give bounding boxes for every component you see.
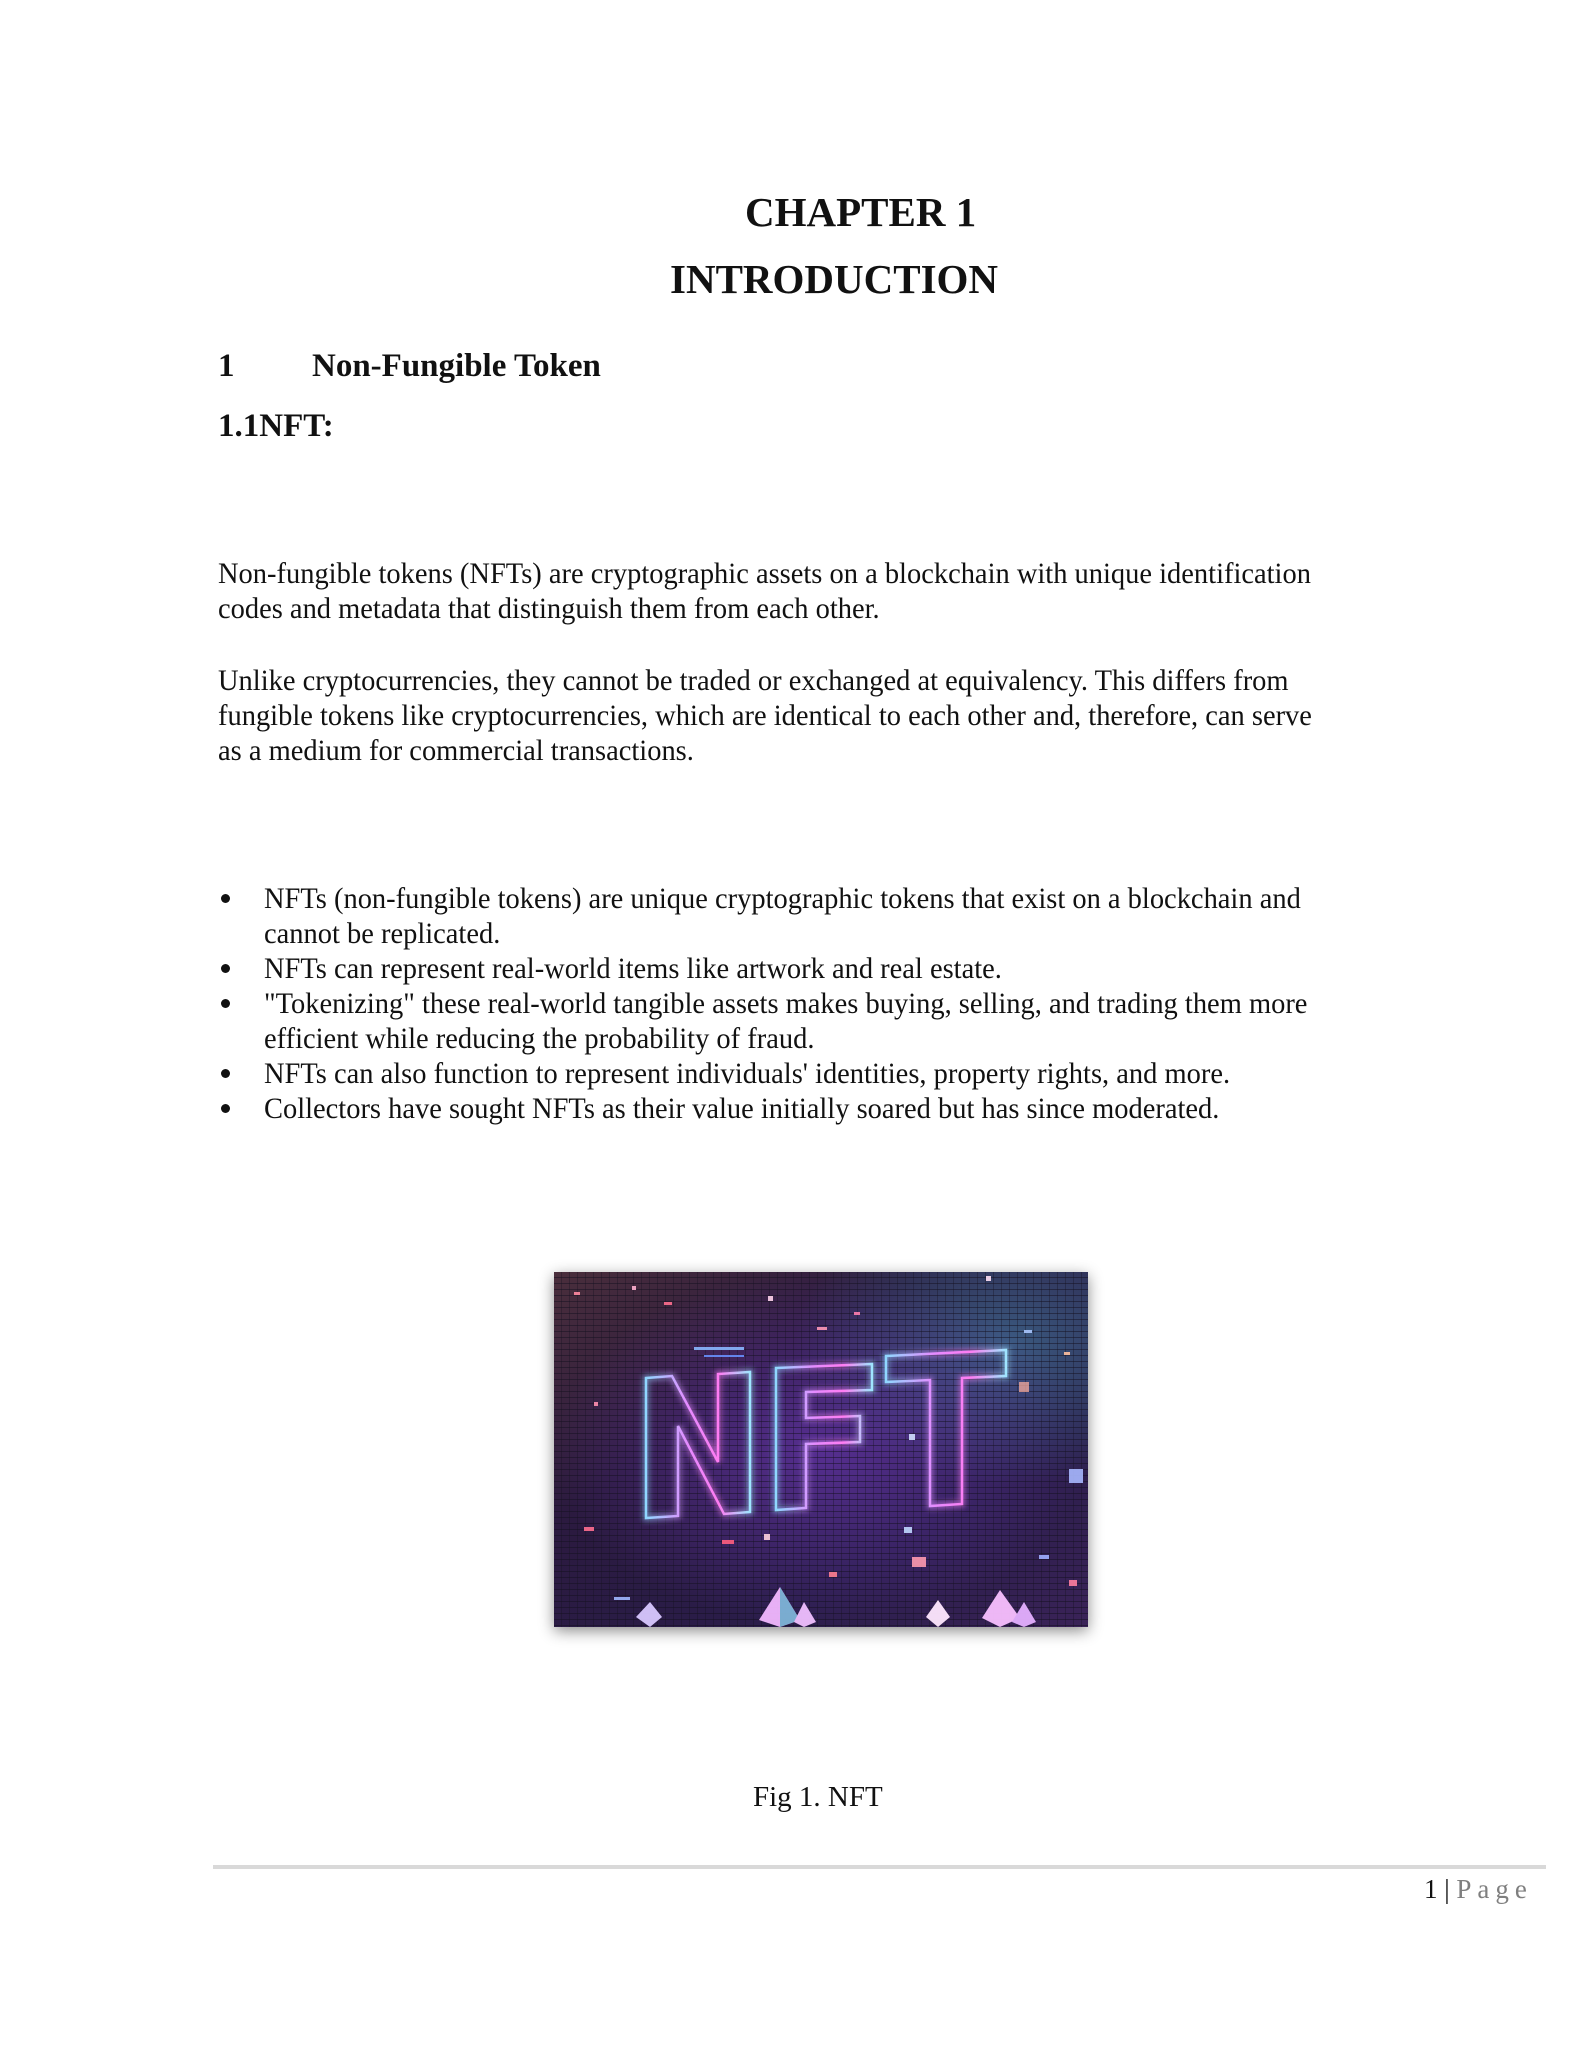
section-title: Non-Fungible Token [312, 348, 601, 384]
bullet-item-line: efficient while reducing the probability of fraud. [264, 1023, 815, 1055]
figure-caption: Fig 1. NFT [753, 1781, 883, 1813]
chapter-title: INTRODUCTION [670, 256, 999, 302]
bullet-icon [221, 1104, 230, 1113]
bullet-item-line: NFTs (non-fungible tokens) are unique cryptographic tokens that exist on a blockchain and [264, 883, 1301, 915]
bullet-item-line: "Tokenizing" these real-world tangible assets makes buying, selling, and trading them more [264, 988, 1308, 1020]
section-number: 1 [218, 348, 235, 384]
paragraph-line: codes and metadata that distinguish them from each other. [218, 593, 880, 625]
bullet-icon [221, 964, 230, 973]
bullet-icon [221, 894, 230, 903]
bullet-icon [221, 1069, 230, 1078]
chapter-label: CHAPTER 1 [745, 189, 977, 235]
page-separator: | [1444, 1874, 1450, 1904]
bullet-item-line: NFTs can represent real-world items like artwork and real estate. [264, 953, 1002, 985]
footer-divider [213, 1865, 1546, 1869]
paragraph-line: as a medium for commercial transactions. [218, 735, 694, 767]
paragraph-line: Non-fungible tokens (NFTs) are cryptographic assets on a blockchain with unique identification [218, 558, 1311, 590]
paragraph-line: fungible tokens like cryptocurrencies, which are identical to each other and, therefore, can serve [218, 700, 1312, 732]
bullet-item-line: cannot be replicated. [264, 918, 501, 950]
bullet-item-line: NFTs can also function to represent individuals' identities, property rights, and more. [264, 1058, 1231, 1090]
paragraph-line: Unlike cryptocurrencies, they cannot be traded or exchanged at equivalency. This differs from [218, 665, 1289, 697]
bullet-item-line: Collectors have sought NFTs as their value initially soared but has since moderated. [264, 1093, 1220, 1125]
nft-figure-image [554, 1272, 1088, 1627]
subsection-heading: 1.1NFT: [218, 408, 334, 444]
page-footer [1424, 1876, 1533, 1903]
page-number: 1 [1424, 1874, 1438, 1904]
page-label: Page [1456, 1874, 1533, 1904]
bullet-icon [221, 999, 230, 1008]
